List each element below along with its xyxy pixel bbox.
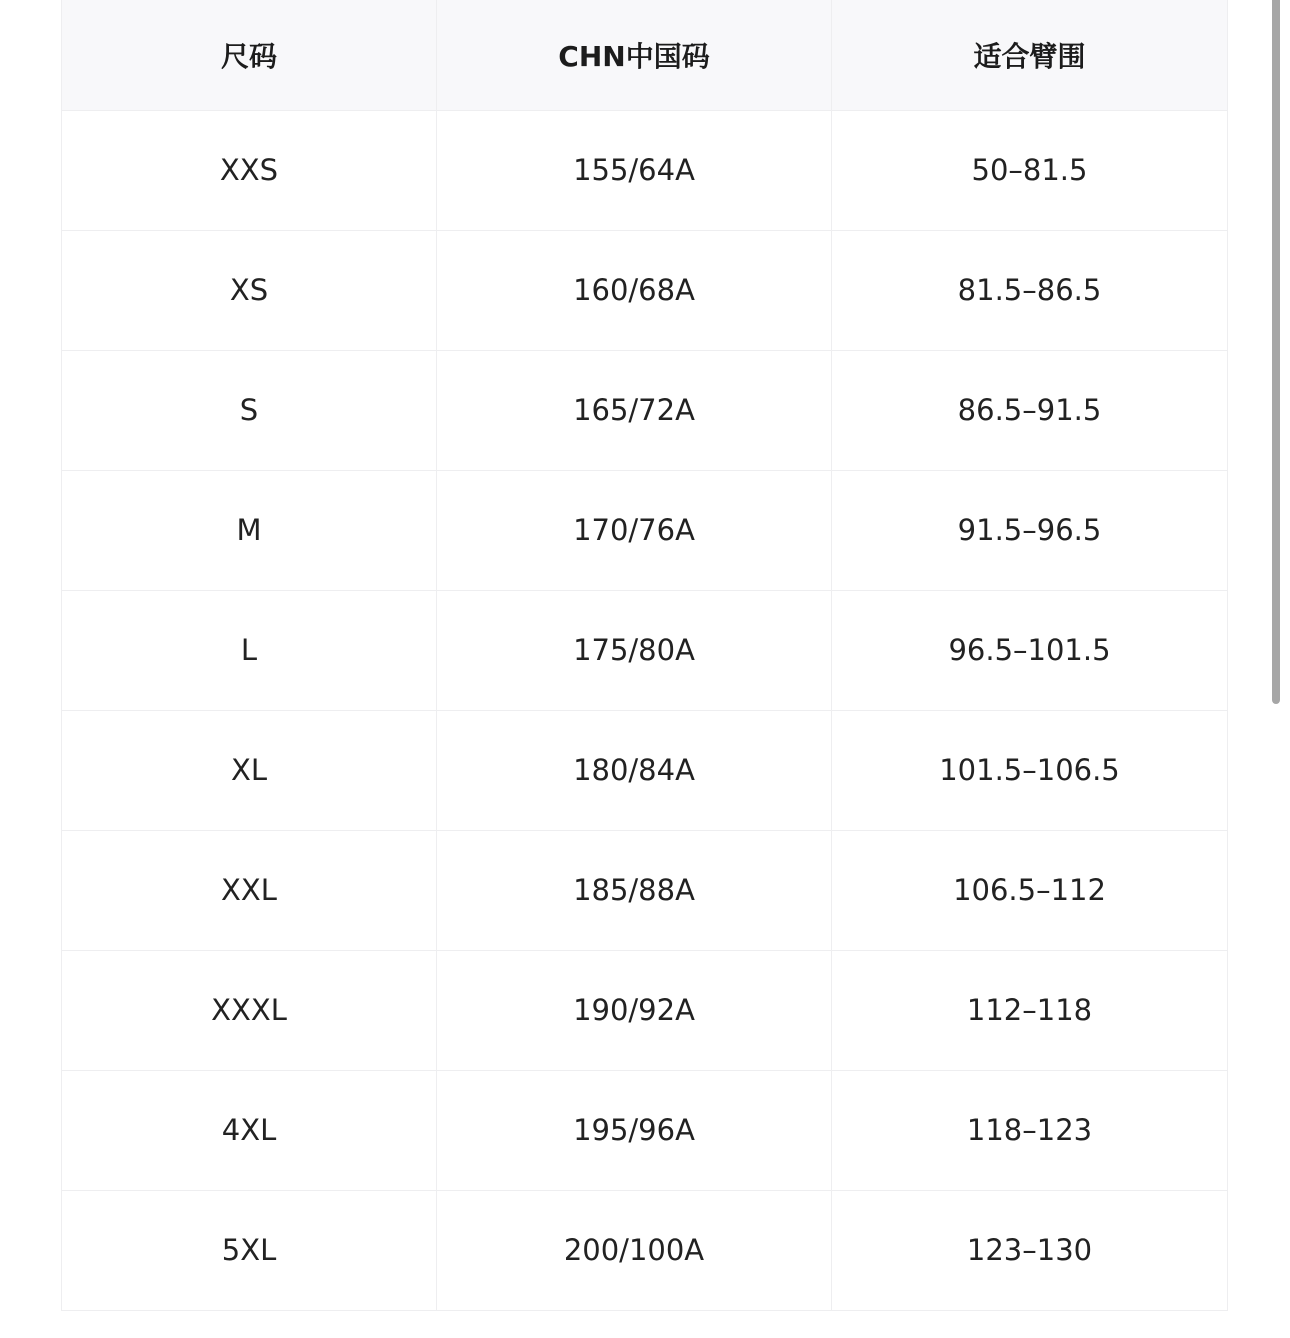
cell-size: 4XL (62, 1070, 437, 1190)
cell-size: XXS (62, 110, 437, 230)
cell-size: L (62, 590, 437, 710)
header-chn-size: CHN中国码 (437, 0, 832, 110)
table-row (62, 590, 1228, 710)
cell-arm-circumference: 101.5–106.5 (832, 710, 1228, 830)
vertical-scrollbar[interactable] (1272, 0, 1280, 704)
cell-arm-circumference: 91.5–96.5 (832, 470, 1228, 590)
cell-chn-size: 175/80A (437, 590, 832, 710)
cell-arm-circumference: 81.5–86.5 (832, 230, 1228, 350)
cell-size: XXXL (62, 950, 437, 1070)
cell-size: XL (62, 710, 437, 830)
cell-arm-circumference: 118–123 (832, 1070, 1228, 1190)
table-row (62, 470, 1228, 590)
cell-arm-circumference: 106.5–112 (832, 830, 1228, 950)
cell-size: M (62, 470, 437, 590)
cell-chn-size: 200/100A (437, 1190, 832, 1310)
cell-arm-circumference: 50–81.5 (832, 110, 1228, 230)
table-row (62, 710, 1228, 830)
cell-chn-size: 190/92A (437, 950, 832, 1070)
cell-chn-size: 160/68A (437, 230, 832, 350)
cell-chn-size: 170/76A (437, 470, 832, 590)
table-row (62, 110, 1228, 230)
header-arm-circumference: 适合臂围 (832, 0, 1228, 110)
cell-size: 5XL (62, 1190, 437, 1310)
table-header-row (62, 0, 1228, 110)
size-chart-table (61, 0, 1228, 1311)
table-row (62, 830, 1228, 950)
cell-size: XXL (62, 830, 437, 950)
table-row (62, 950, 1228, 1070)
cell-chn-size: 165/72A (437, 350, 832, 470)
header-size: 尺码 (62, 0, 437, 110)
table-row (62, 1070, 1228, 1190)
cell-arm-circumference: 112–118 (832, 950, 1228, 1070)
cell-chn-size: 180/84A (437, 710, 832, 830)
table-row (62, 350, 1228, 470)
cell-arm-circumference: 86.5–91.5 (832, 350, 1228, 470)
cell-chn-size: 195/96A (437, 1070, 832, 1190)
cell-size: XS (62, 230, 437, 350)
table-row (62, 1190, 1228, 1310)
cell-arm-circumference: 96.5–101.5 (832, 590, 1228, 710)
cell-size: S (62, 350, 437, 470)
cell-chn-size: 185/88A (437, 830, 832, 950)
cell-arm-circumference: 123–130 (832, 1190, 1228, 1310)
table-row (62, 230, 1228, 350)
cell-chn-size: 155/64A (437, 110, 832, 230)
